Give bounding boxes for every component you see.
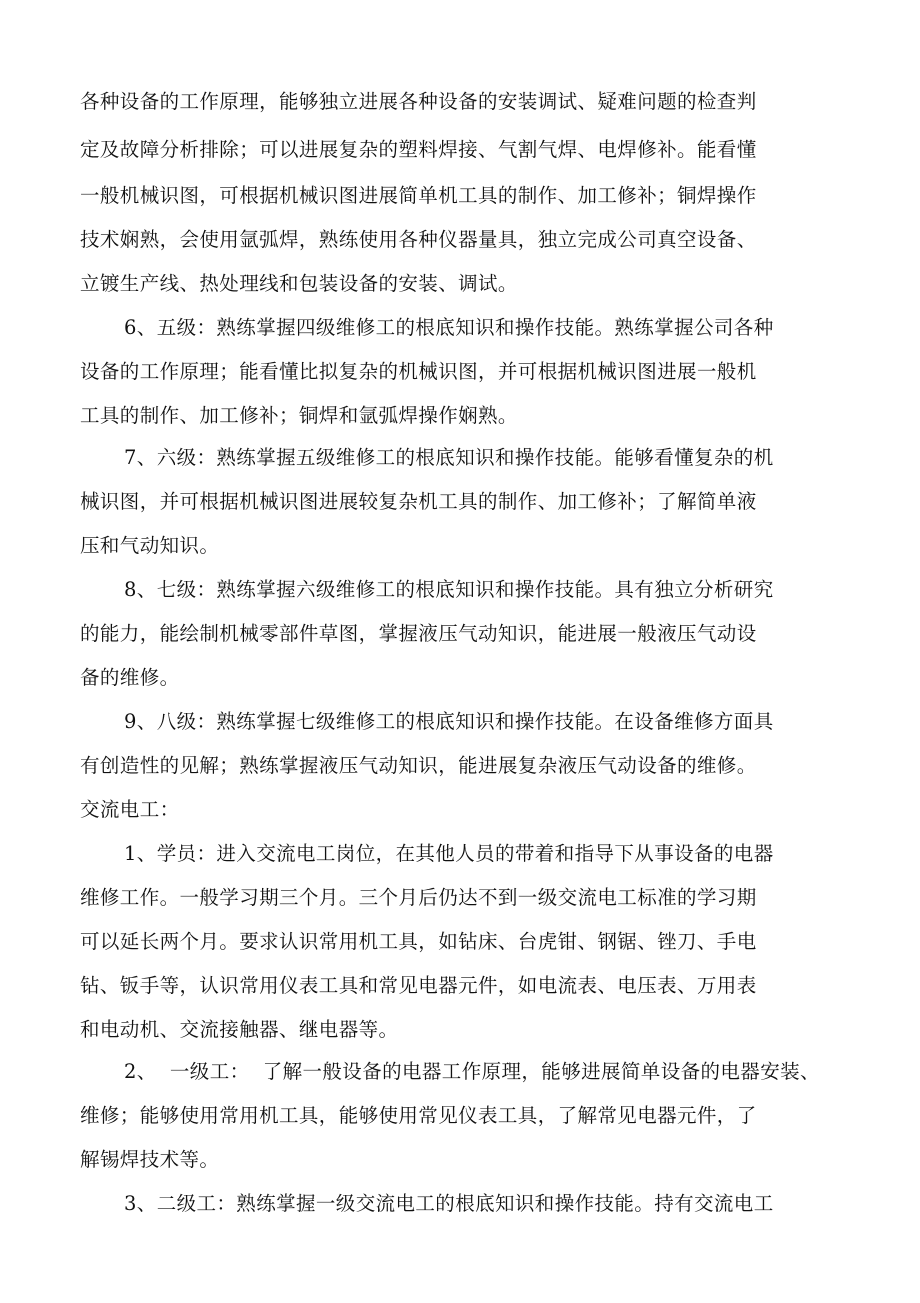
- text-line: 的能力，能绘制机械零部件草图，掌握液压气动知识，能进展一般液压气动设: [80, 622, 757, 645]
- text-line: 和电动机、交流接触器、继电器等。: [80, 1018, 399, 1041]
- text-line: 备的维修。: [80, 666, 180, 689]
- text-line: 压和气动知识。: [80, 534, 220, 557]
- text-line: 3、二级工：熟练掌握一级交流电工的根底知识和操作技能。持有交流电工: [124, 1192, 774, 1215]
- text-line: 6、五级：熟练掌握四级维修工的根底知识和操作技能。熟练掌握公司各种: [124, 316, 774, 339]
- text-line: 维修；能够使用常用机工具，能够使用常见仪表工具，了解常见电器元件，了: [80, 1104, 757, 1127]
- text-line: 有创造性的见解；熟练掌握液压气动知识，能进展复杂液压气动设备的维修。: [80, 754, 757, 777]
- text-line: 9、八级：熟练掌握七级维修工的根底知识和操作技能。在设备维修方面具: [124, 710, 774, 733]
- text-line: 钻、钣手等，认识常用仪表工具和常见电器元件，如电流表、电压表、万用表: [80, 974, 757, 997]
- text-line: 2、 一级工： 了解一般设备的电器工作原理，能够进展简单设备的电器安装、: [124, 1060, 820, 1083]
- text-line: 解锡焊技术等。: [80, 1148, 220, 1171]
- text-line: 7、六级：熟练掌握五级维修工的根底知识和操作技能。能够看懂复杂的机: [124, 446, 774, 469]
- text-line: 8、七级：熟练掌握六级维修工的根底知识和操作技能。具有独立分析研究: [124, 578, 774, 601]
- text-line: 定及故障分析排除；可以进展复杂的塑料焊接、气割气焊、电焊修补。能看懂: [80, 138, 757, 161]
- text-line: 维修工作。一般学习期三个月。三个月后仍达不到一级交流电工标准的学习期: [80, 886, 757, 909]
- text-line: 工具的制作、加工修补；铜焊和氩弧焊操作娴熟。: [80, 404, 518, 427]
- text-line: 技术娴熟，会使用氩弧焊，熟练使用各种仪器量具，独立完成公司真空设备、: [80, 228, 757, 251]
- section-heading: 交流电工：: [80, 798, 180, 821]
- text-line: 各种设备的工作原理，能够独立进展各种设备的安装调试、疑难问题的检查判: [80, 90, 757, 113]
- text-line: 设备的工作原理；能看懂比拟复杂的机械识图，并可根据机械识图进展一般机: [80, 360, 757, 383]
- text-line: 1、学员：进入交流电工岗位，在其他人员的带着和指导下从事设备的电器: [124, 842, 774, 865]
- text-line: 一般机械识图，可根据机械识图进展简单机工具的制作、加工修补；铜焊操作: [80, 184, 757, 207]
- text-line: 立镀生产线、热处理线和包装设备的安装、调试。: [80, 272, 518, 295]
- text-line: 可以延长两个月。要求认识常用机工具，如钻床、台虎钳、钢锯、锉刀、手电: [80, 930, 757, 953]
- text-line: 械识图，并可根据机械识图进展较复杂机工具的制作、加工修补；了解简单液: [80, 490, 757, 513]
